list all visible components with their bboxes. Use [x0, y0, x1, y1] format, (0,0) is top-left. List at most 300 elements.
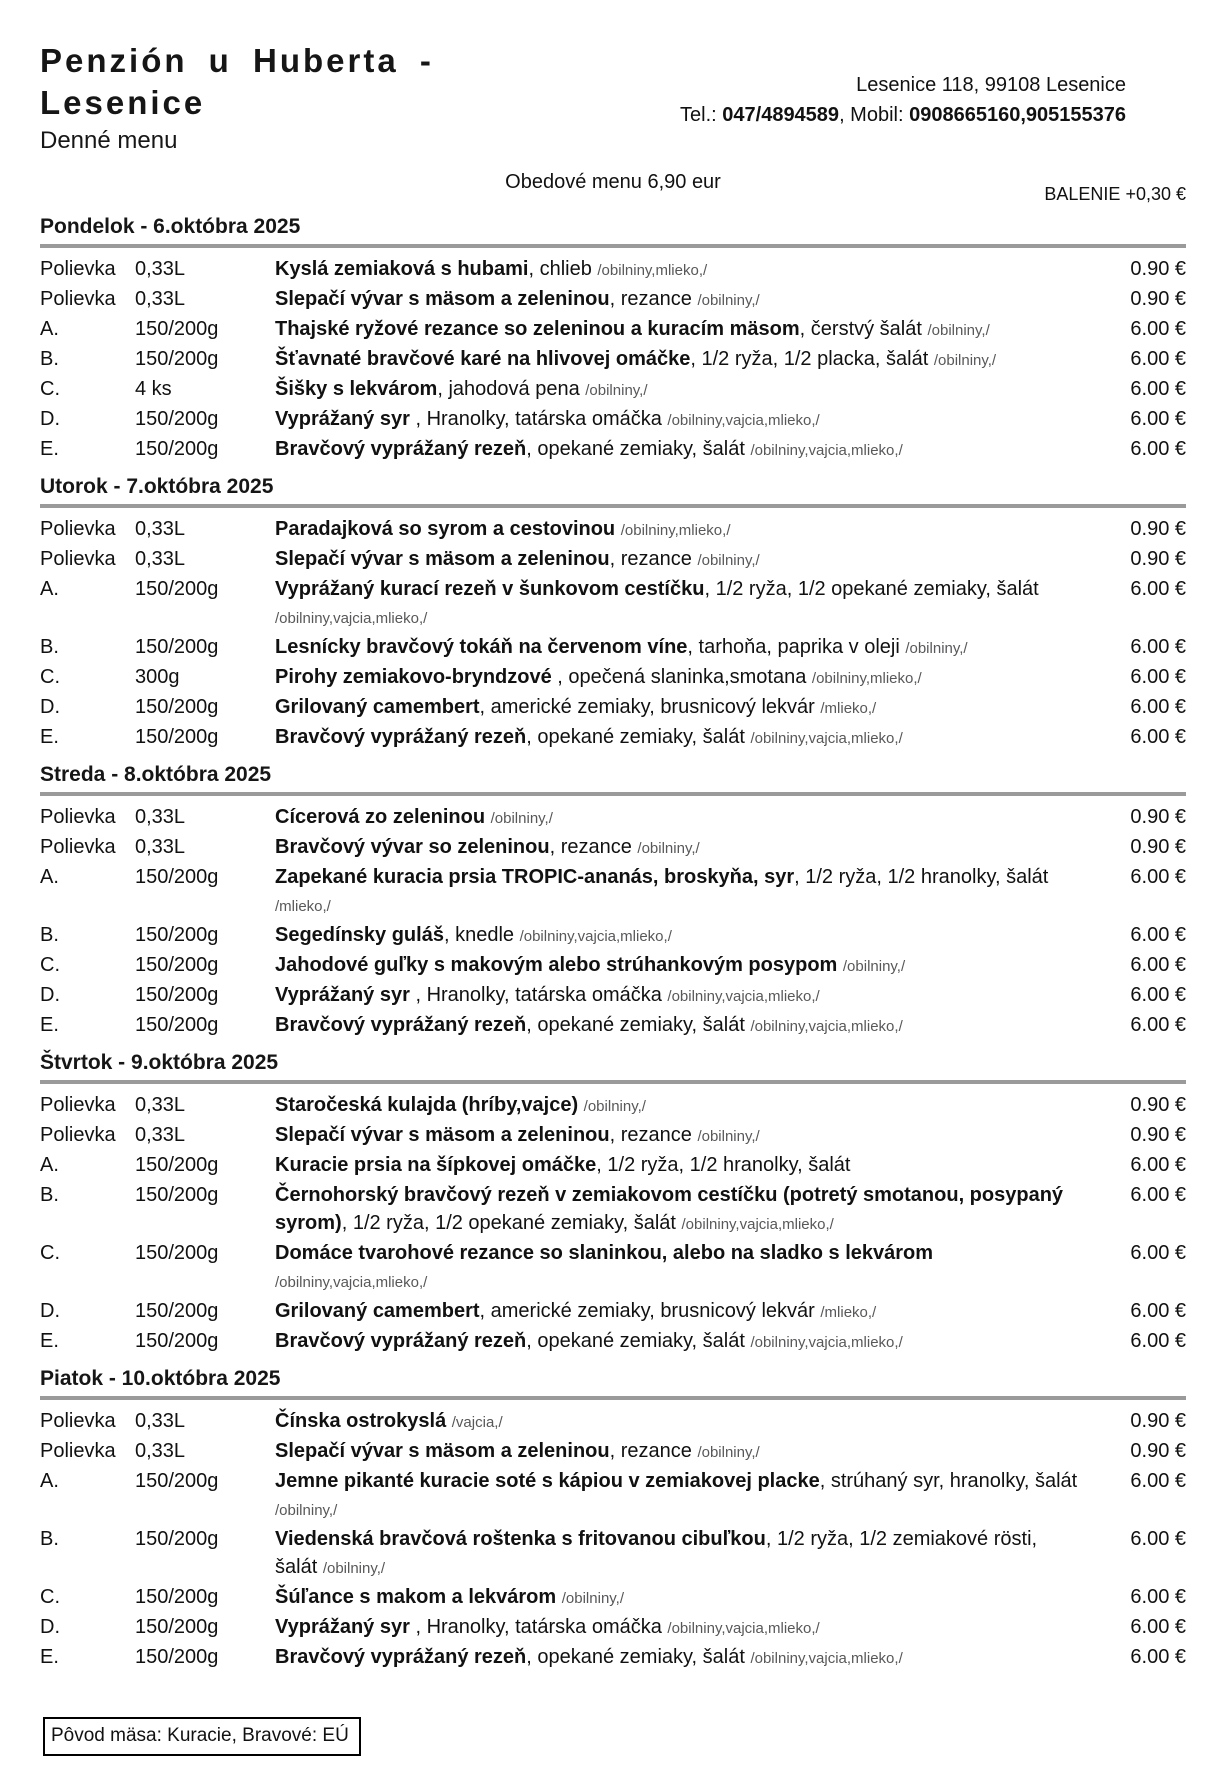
item-allergens: /vajcia,/ — [451, 1413, 503, 1431]
menu-item-row — [40, 1643, 1186, 1673]
item-name: Paradajková so syrom a cestovinou — [275, 517, 616, 540]
item-course-label: B. — [40, 1527, 59, 1550]
item-price: 0.90 € — [1130, 805, 1186, 828]
day-divider — [40, 244, 1186, 248]
menu-item-row — [40, 1239, 1186, 1297]
item-description — [275, 1525, 1098, 1583]
item-course-label: B. — [40, 635, 59, 658]
tel-number: 047/4894589 — [722, 104, 840, 126]
item-course-label: B. — [40, 923, 59, 946]
item-portion: 150/200g — [135, 317, 219, 340]
item-course-label: A. — [40, 317, 59, 340]
item-allergens: /obilniny,vajcia,mlieko,/ — [275, 609, 428, 627]
day-divider — [40, 504, 1186, 508]
item-allergens: /obilniny,/ — [490, 809, 553, 827]
item-sides: , Hranolky, tatárska omáčka — [409, 407, 668, 430]
item-portion: 150/200g — [135, 695, 219, 718]
item-description — [275, 981, 1098, 1011]
menu-item-row — [40, 405, 1186, 435]
item-description — [275, 803, 1098, 833]
item-portion: 0,33L — [135, 257, 186, 280]
item-course-label: E. — [40, 1013, 59, 1036]
address: Lesenice 118, 99108 Lesenice — [856, 74, 1126, 96]
item-price: 0.90 € — [1130, 517, 1186, 540]
item-price: 6.00 € — [1130, 695, 1186, 718]
item-portion: 0,33L — [135, 1409, 186, 1432]
meat-origin-box: Pôvod mäsa: Kuracie, Bravové: EÚ — [43, 1717, 361, 1756]
item-course-label: E. — [40, 725, 59, 748]
item-price: 0.90 € — [1130, 1123, 1186, 1146]
day-title: Streda - 8.októbra 2025 — [40, 762, 272, 786]
item-portion: 0,33L — [135, 1439, 186, 1462]
item-description — [275, 1151, 1098, 1181]
item-description — [275, 1437, 1098, 1467]
item-name: Černohorský bravčový rezeň v zemiakovom cestíčku (potretý smotanou, posypaný syrom) — [275, 1183, 1064, 1234]
subtitle: Denné menu — [40, 126, 178, 154]
title-line-2: Lesenice — [40, 83, 206, 121]
item-sides: , chlieb — [528, 257, 598, 280]
item-allergens: /mlieko,/ — [820, 1303, 877, 1321]
item-sides: , 1/2 ryža, 1/2 hranolky, šalát — [596, 1153, 851, 1176]
item-allergens: /obilniny,vajcia,mlieko,/ — [667, 411, 820, 429]
lunch-price-row — [40, 171, 1186, 205]
item-sides: , rezance — [609, 1439, 698, 1462]
menu-item-row — [40, 1613, 1186, 1643]
menu-item-row — [40, 1327, 1186, 1357]
item-name: Kyslá zemiaková s hubami — [275, 257, 529, 280]
menu-item-row — [40, 375, 1186, 405]
item-portion: 150/200g — [135, 865, 219, 888]
item-allergens: /obilniny,vajcia,mlieko,/ — [519, 927, 672, 945]
item-portion: 150/200g — [135, 437, 219, 460]
item-name: Bravčový vyprážaný rezeň — [275, 1013, 527, 1036]
item-name: Slepačí vývar s mäsom a zeleninou — [275, 1439, 610, 1462]
item-name: Jahodové guľky s makovým alebo strúhankovým posypom — [275, 953, 838, 976]
item-sides: , 1/2 ryža, 1/2 zemiakové rösti, šalát — [275, 1527, 1038, 1578]
menu-item-row — [40, 803, 1186, 833]
item-allergens: /obilniny,vajcia,mlieko,/ — [667, 987, 820, 1005]
item-course-label: A. — [40, 865, 59, 888]
menu-item-row — [40, 435, 1186, 465]
item-allergens: /obilniny,vajcia,mlieko,/ — [750, 441, 903, 459]
item-sides: , jahodová pena — [437, 377, 586, 400]
item-price: 6.00 € — [1130, 1153, 1186, 1176]
menu-item-row — [40, 1297, 1186, 1327]
menu-item-row — [40, 693, 1186, 723]
item-portion: 150/200g — [135, 1645, 219, 1668]
tel-label: Tel.: — [680, 104, 723, 126]
item-allergens: /mlieko,/ — [820, 699, 877, 717]
item-allergens: /obilniny,vajcia,mlieko,/ — [667, 1619, 820, 1637]
item-portion: 0,33L — [135, 1093, 186, 1116]
item-name: Vyprážaný syr — [275, 407, 410, 430]
item-name: Zapekané kuracia prsia TROPIC-ananás, broskyňa, syr — [275, 865, 795, 888]
item-price: 6.00 € — [1130, 725, 1186, 748]
item-allergens: /obilniny,/ — [842, 957, 906, 975]
item-name: Šúľance s makom a lekvárom — [275, 1585, 557, 1608]
item-description — [275, 1613, 1098, 1643]
item-description — [275, 255, 1098, 285]
item-description — [275, 1583, 1098, 1613]
item-portion: 0,33L — [135, 805, 186, 828]
item-price: 6.00 € — [1130, 635, 1186, 658]
item-name: Bravčový vyprážaný rezeň — [275, 1645, 527, 1668]
item-price: 6.00 € — [1130, 953, 1186, 976]
item-portion: 150/200g — [135, 1329, 219, 1352]
menu-item-row — [40, 633, 1186, 663]
menu-item-row — [40, 1091, 1186, 1121]
item-price: 0.90 € — [1130, 287, 1186, 310]
day-rows — [40, 255, 1186, 465]
title-block — [40, 40, 434, 155]
item-portion: 150/200g — [135, 1527, 219, 1550]
phone-line — [680, 100, 1126, 130]
item-portion: 150/200g — [135, 635, 219, 658]
item-allergens: /obilniny,vajcia,mlieko,/ — [750, 1649, 903, 1667]
item-portion: 150/200g — [135, 1615, 219, 1638]
menu-item-row — [40, 515, 1186, 545]
menu-item-row — [40, 1467, 1186, 1525]
item-portion: 150/200g — [135, 1013, 219, 1036]
item-course-label: D. — [40, 695, 60, 718]
item-sides: , opekané zemiaky, šalát — [526, 1645, 751, 1668]
item-name: Šťavnaté bravčové karé na hlivovej omáčke — [275, 347, 691, 370]
item-course-label: Polievka — [40, 287, 116, 310]
item-price: 6.00 € — [1130, 577, 1186, 600]
item-course-label: Polievka — [40, 1409, 116, 1432]
item-sides: , opekané zemiaky, šalát — [526, 1013, 751, 1036]
item-name: Grilovaný camembert — [275, 1299, 480, 1322]
item-course-label: D. — [40, 1299, 60, 1322]
day-divider — [40, 1080, 1186, 1084]
item-portion: 150/200g — [135, 1241, 219, 1264]
item-allergens: /obilniny,/ — [697, 291, 760, 309]
menu-item-row — [40, 1011, 1186, 1041]
menu-item-row — [40, 1407, 1186, 1437]
item-description — [275, 921, 1098, 951]
menu-item-row — [40, 833, 1186, 863]
item-description — [275, 1239, 1098, 1297]
item-name: Grilovaný camembert — [275, 695, 480, 718]
page-title — [40, 40, 434, 124]
item-sides: , Hranolky, tatárska omáčka — [409, 983, 668, 1006]
item-description — [275, 515, 1098, 545]
item-course-label: A. — [40, 1153, 59, 1176]
item-allergens: /obilniny,/ — [697, 551, 760, 569]
item-price: 6.00 € — [1130, 407, 1186, 430]
item-description — [275, 405, 1098, 435]
item-price: 6.00 € — [1130, 1013, 1186, 1036]
item-description — [275, 575, 1098, 633]
item-price: 6.00 € — [1130, 1615, 1186, 1638]
item-price: 6.00 € — [1130, 665, 1186, 688]
item-portion: 0,33L — [135, 517, 186, 540]
item-description — [275, 863, 1098, 921]
menu-item-row — [40, 723, 1186, 753]
item-price: 0.90 € — [1130, 835, 1186, 858]
day-section — [40, 214, 1186, 465]
day-section — [40, 474, 1186, 753]
item-sides: , rezance — [609, 547, 698, 570]
item-sides: , rezance — [609, 287, 698, 310]
day-rows — [40, 1091, 1186, 1357]
menu-item-row — [40, 345, 1186, 375]
item-portion: 150/200g — [135, 1585, 219, 1608]
contact-block — [680, 40, 1186, 130]
item-sides: , rezance — [549, 835, 638, 858]
menu-item-row — [40, 1181, 1186, 1239]
menu-item-row — [40, 545, 1186, 575]
item-description — [275, 663, 1098, 693]
item-course-label: B. — [40, 1183, 59, 1206]
day-section — [40, 762, 1186, 1041]
item-name: Slepačí vývar s mäsom a zeleninou — [275, 1123, 610, 1146]
day-rows — [40, 803, 1186, 1041]
title-line-1: Penzión u Huberta - — [40, 42, 434, 79]
item-description — [275, 435, 1098, 465]
item-allergens: /obilniny,/ — [275, 1501, 338, 1519]
item-description — [275, 1091, 1098, 1121]
item-allergens: /obilniny,vajcia,mlieko,/ — [750, 1017, 903, 1035]
item-price: 6.00 € — [1130, 377, 1186, 400]
item-allergens: /obilniny,vajcia,mlieko,/ — [681, 1215, 834, 1233]
item-description — [275, 633, 1098, 663]
item-allergens: /obilniny,vajcia,mlieko,/ — [275, 1273, 428, 1291]
item-portion: 150/200g — [135, 347, 219, 370]
mobil-number: 0908665160,905155376 — [909, 104, 1126, 126]
item-name: Domáce tvarohové rezance so slaninkou, alebo na sladko s lekvárom — [275, 1241, 934, 1264]
item-name: Vyprážaný syr — [275, 983, 410, 1006]
item-description — [275, 693, 1098, 723]
item-course-label: D. — [40, 407, 60, 430]
menu-item-row — [40, 1583, 1186, 1613]
day-rows — [40, 1407, 1186, 1673]
menu-item-row — [40, 981, 1186, 1011]
item-portion: 4 ks — [135, 377, 172, 400]
item-price: 0.90 € — [1130, 1439, 1186, 1462]
item-portion: 150/200g — [135, 577, 219, 600]
menu-item-row — [40, 863, 1186, 921]
day-section — [40, 1050, 1186, 1357]
item-course-label: Polievka — [40, 1123, 116, 1146]
item-course-label: E. — [40, 1645, 59, 1668]
item-sides: , 1/2 ryža, 1/2 hranolky, šalát — [794, 865, 1049, 888]
item-price: 0.90 € — [1130, 1093, 1186, 1116]
item-allergens: /obilniny,mlieko,/ — [620, 521, 731, 539]
day-sections — [40, 214, 1186, 1673]
item-price: 6.00 € — [1130, 1299, 1186, 1322]
item-description — [275, 1011, 1098, 1041]
item-course-label: Polievka — [40, 835, 116, 858]
item-course-label: Polievka — [40, 1093, 116, 1116]
item-sides: , opekané zemiaky, šalát — [526, 1329, 751, 1352]
item-price: 6.00 € — [1130, 1585, 1186, 1608]
item-description — [275, 375, 1098, 405]
menu-item-row — [40, 255, 1186, 285]
item-description — [275, 1643, 1098, 1673]
item-description — [275, 1297, 1098, 1327]
item-price: 6.00 € — [1130, 1241, 1186, 1264]
item-portion: 0,33L — [135, 287, 186, 310]
item-price: 6.00 € — [1130, 1645, 1186, 1668]
item-course-label: C. — [40, 377, 60, 400]
menu-item-row — [40, 575, 1186, 633]
document-header — [40, 40, 1186, 155]
item-allergens: /obilniny,vajcia,mlieko,/ — [750, 1333, 903, 1351]
item-portion: 150/200g — [135, 1469, 219, 1492]
item-portion: 150/200g — [135, 983, 219, 1006]
item-portion: 0,33L — [135, 1123, 186, 1146]
item-name: Segedínsky guláš — [275, 923, 444, 946]
item-description — [275, 1407, 1098, 1437]
item-sides: , strúhaný syr, hranolky, šalát — [819, 1469, 1078, 1492]
item-course-label: C. — [40, 1585, 60, 1608]
item-description — [275, 833, 1098, 863]
item-price: 0.90 € — [1130, 257, 1186, 280]
menu-item-row — [40, 663, 1186, 693]
item-portion: 150/200g — [135, 923, 219, 946]
item-course-label: A. — [40, 577, 59, 600]
item-price: 6.00 € — [1130, 437, 1186, 460]
item-sides: , 1/2 ryža, 1/2 placka, šalát — [690, 347, 934, 370]
item-portion: 0,33L — [135, 547, 186, 570]
item-description — [275, 545, 1098, 575]
item-sides: , Hranolky, tatárska omáčka — [409, 1615, 668, 1638]
item-portion: 150/200g — [135, 725, 219, 748]
item-name: Vyprážaný kurací rezeň v šunkovom cestíčku — [275, 577, 705, 600]
item-sides: , rezance — [609, 1123, 698, 1146]
item-name: Pirohy zemiakovo-bryndzové — [275, 665, 552, 688]
item-name: Bravčový vyprážaný rezeň — [275, 437, 527, 460]
item-course-label: Polievka — [40, 1439, 116, 1462]
menu-item-row — [40, 951, 1186, 981]
item-description — [275, 315, 1098, 345]
menu-item-row — [40, 1121, 1186, 1151]
item-name: Thajské ryžové rezance so zeleninou a kuracím mäsom — [275, 317, 800, 340]
item-name: Kuracie prsia na šípkovej omáčke — [275, 1153, 597, 1176]
item-name: Slepačí vývar s mäsom a zeleninou — [275, 287, 610, 310]
item-course-label: B. — [40, 347, 59, 370]
menu-item-row — [40, 285, 1186, 315]
menu-item-row — [40, 1151, 1186, 1181]
item-course-label: D. — [40, 1615, 60, 1638]
item-allergens: /obilniny,/ — [585, 381, 648, 399]
day-title: Štvrtok - 9.októbra 2025 — [40, 1050, 279, 1074]
item-allergens: /obilniny,/ — [927, 321, 990, 339]
item-course-label: Polievka — [40, 805, 116, 828]
item-allergens: /obilniny,/ — [905, 639, 968, 657]
item-course-label: E. — [40, 1329, 59, 1352]
item-portion: 300g — [135, 665, 180, 688]
item-price: 6.00 € — [1130, 1329, 1186, 1352]
item-course-label: C. — [40, 1241, 60, 1264]
item-course-label: A. — [40, 1469, 59, 1492]
item-course-label: Polievka — [40, 257, 116, 280]
lunch-menu-price: Obedové menu 6,90 eur — [505, 170, 721, 193]
item-name: Viedenská bravčová roštenka s fritovanou cibuľkou — [275, 1527, 766, 1550]
day-section — [40, 1366, 1186, 1673]
item-price: 6.00 € — [1130, 865, 1186, 888]
item-sides: , 1/2 ryža, 1/2 opekané zemiaky, šalát — [704, 577, 1039, 600]
day-title: Piatok - 10.októbra 2025 — [40, 1366, 281, 1390]
item-price: 6.00 € — [1130, 923, 1186, 946]
item-name: Šišky s lekvárom — [275, 377, 438, 400]
item-name: Lesnícky bravčový tokáň na červenom víne — [275, 635, 688, 658]
item-sides: , knedle — [443, 923, 520, 946]
item-sides: , opekané zemiaky, šalát — [526, 725, 751, 748]
item-price: 6.00 € — [1130, 1183, 1186, 1206]
day-rows — [40, 515, 1186, 753]
item-portion: 0,33L — [135, 835, 186, 858]
item-description — [275, 345, 1098, 375]
menu-item-row — [40, 1437, 1186, 1467]
item-description — [275, 1327, 1098, 1357]
item-price: 6.00 € — [1130, 983, 1186, 1006]
item-name: Vyprážaný syr — [275, 1615, 410, 1638]
item-sides: , americké zemiaky, brusnicový lekvár — [479, 695, 821, 718]
item-name: Bravčový vyprážaný rezeň — [275, 725, 527, 748]
item-name: Bravčový vývar so zeleninou — [275, 835, 550, 858]
mobil-label: , Mobil: — [839, 104, 910, 126]
packaging-note: BALENIE +0,30 € — [1044, 183, 1186, 204]
item-name: Čínska ostrokyslá — [275, 1409, 447, 1432]
item-price: 0.90 € — [1130, 547, 1186, 570]
day-title: Utorok - 7.októbra 2025 — [40, 474, 274, 498]
item-description — [275, 285, 1098, 315]
item-allergens: /obilniny,/ — [561, 1589, 625, 1607]
item-allergens: /obilniny,mlieko,/ — [597, 261, 708, 279]
day-title: Pondelok - 6.októbra 2025 — [40, 214, 301, 238]
item-price: 6.00 € — [1130, 347, 1186, 370]
item-allergens: /obilniny,/ — [583, 1097, 646, 1115]
item-course-label: C. — [40, 665, 60, 688]
item-allergens: /obilniny,/ — [697, 1127, 760, 1145]
item-allergens: /mlieko,/ — [275, 897, 331, 915]
item-portion: 150/200g — [135, 1153, 219, 1176]
menu-item-row — [40, 1525, 1186, 1583]
item-course-label: Polievka — [40, 547, 116, 570]
item-sides: , čerstvý šalát — [799, 317, 928, 340]
item-allergens: /obilniny,/ — [933, 351, 997, 369]
item-sides: , opekané zemiaky, šalát — [526, 437, 751, 460]
item-allergens: /obilniny,/ — [697, 1443, 760, 1461]
item-price: 6.00 € — [1130, 1527, 1186, 1550]
item-name: Cícerová zo zeleninou — [275, 805, 486, 828]
item-portion: 150/200g — [135, 1299, 219, 1322]
item-price: 0.90 € — [1130, 1409, 1186, 1432]
item-description — [275, 1121, 1098, 1151]
item-description — [275, 1181, 1098, 1239]
item-course-label: D. — [40, 983, 60, 1006]
item-sides: , opečená slaninka,smotana — [551, 665, 812, 688]
item-name: Slepačí vývar s mäsom a zeleninou — [275, 547, 610, 570]
item-price: 6.00 € — [1130, 317, 1186, 340]
item-allergens: /obilniny,vajcia,mlieko,/ — [750, 729, 903, 747]
item-name: Staročeská kulajda (hríby,vajce) — [275, 1093, 579, 1116]
item-description — [275, 723, 1098, 753]
item-course-label: C. — [40, 953, 60, 976]
item-description — [275, 951, 1098, 981]
item-allergens: /obilniny,/ — [322, 1559, 386, 1577]
item-sides: , 1/2 ryža, 1/2 opekané zemiaky, šalát — [341, 1211, 682, 1234]
item-name: Bravčový vyprážaný rezeň — [275, 1329, 527, 1352]
item-portion: 150/200g — [135, 953, 219, 976]
item-name: Jemne pikanté kuracie soté s kápiou v zemiakovej placke — [275, 1469, 820, 1492]
menu-item-row — [40, 921, 1186, 951]
day-divider — [40, 792, 1186, 796]
menu-item-row — [40, 315, 1186, 345]
item-price: 6.00 € — [1130, 1469, 1186, 1492]
